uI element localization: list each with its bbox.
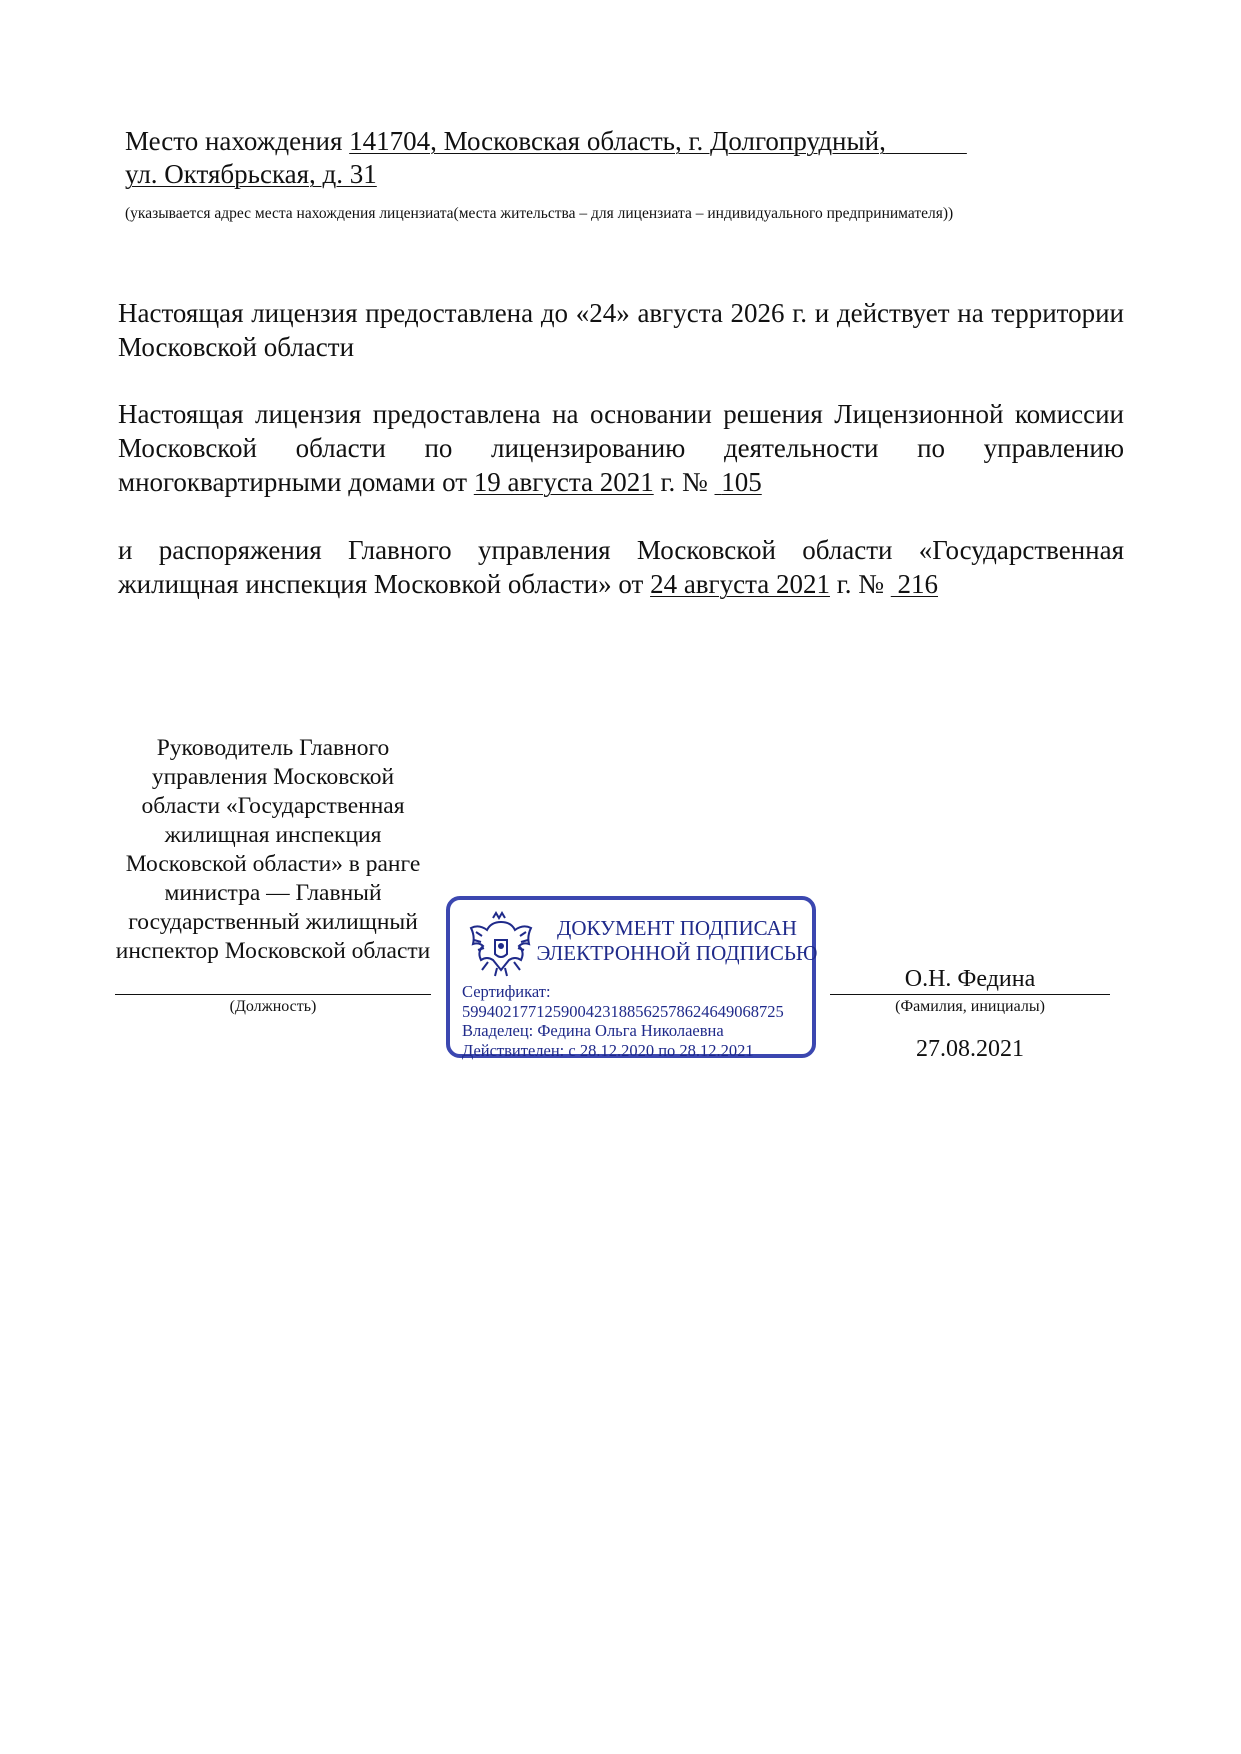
electronic-signature-stamp xyxy=(446,896,816,1058)
order-number: 216 xyxy=(897,569,939,599)
basis-number: 105 xyxy=(721,467,762,497)
stamp-title: ДОКУМЕНТ ПОДПИСАН ЭЛЕКТРОННОЙ ПОДПИСЬЮ xyxy=(536,916,818,965)
address-value-2: ул. Октябрьская, д. 31 xyxy=(125,159,377,189)
certificate-number: 599402177125900423188562578624649068725 xyxy=(462,1001,784,1021)
basis-paragraph xyxy=(118,397,1124,499)
address-line-1 xyxy=(125,125,1045,158)
name-caption: (Фамилия, инициалы) xyxy=(895,998,1045,1015)
address-value-1: 141704, Московская область, г. Долгопрудный, xyxy=(349,126,886,156)
order-number-label: г. № xyxy=(836,569,885,599)
certificate-owner: Владелец: Федина Ольга Николаевна xyxy=(462,1021,724,1040)
address-line-2 xyxy=(125,158,1045,191)
order-date: 24 августа 2021 xyxy=(650,569,830,599)
name-underline xyxy=(830,994,1110,995)
basis-date: 19 августа 2021 xyxy=(473,467,654,497)
position-caption: (Должность) xyxy=(229,998,317,1015)
basis-number-label: г. № xyxy=(660,467,708,497)
signer-position: Руководитель Главного управления Московской области «Государственная жилищная инспекция Московской области» в ранге министра — Главный государственный жилищный инспектор Московской области xyxy=(115,735,431,964)
stamp-details xyxy=(462,982,812,1060)
address-block xyxy=(125,125,1045,191)
basis-text: Настоящая лицензия предоставлена на основании решения Лицензионной комиссии Московской области по лицензированию деятельности по управлению многоквартирными домами от 19 августа 2021 г. № 105 xyxy=(118,399,1124,497)
validity-paragraph xyxy=(118,296,1124,364)
address-label: Место нахождения xyxy=(125,126,343,156)
address-hint: (указывается адрес места нахождения лицензиата(места жительства – для лицензиата – индивидуального предпринимателя)) xyxy=(125,205,954,222)
signer-name: О.Н. Федина xyxy=(904,966,1036,992)
certificate-validity: Действителен: с 28.12.2020 по 28.12.2021 xyxy=(462,1040,754,1060)
certificate-label: Сертификат: xyxy=(462,982,551,1001)
validity-text: Настоящая лицензия предоставлена до «24» августа 2026 г. и действует на территории Московской области xyxy=(118,298,1124,362)
coat-of-arms-icon xyxy=(468,910,534,980)
order-text: и распоряжения Главного управления Московской области «Государственная жилищная инспекция Московкой области» от 24 августа 2021 г. № 216 xyxy=(118,535,1124,599)
position-underline xyxy=(115,994,431,995)
order-paragraph xyxy=(118,533,1124,601)
signature-date: 27.08.2021 xyxy=(916,1036,1024,1062)
